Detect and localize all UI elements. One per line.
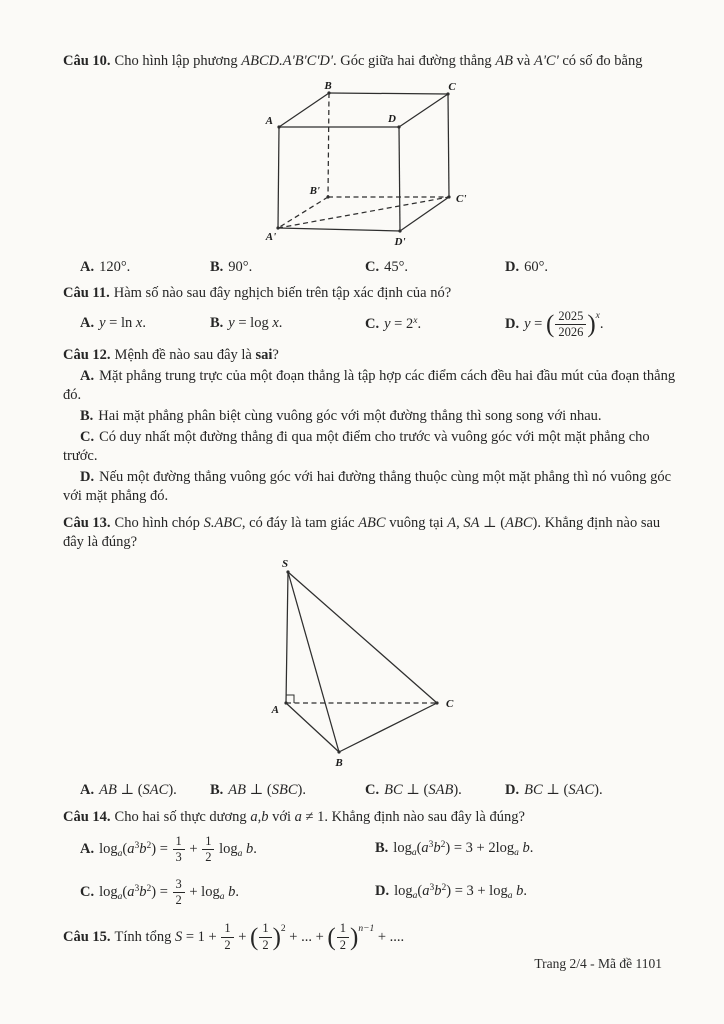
q10-option-b-value: 90°. — [228, 259, 253, 275]
question-14-options — [80, 835, 682, 908]
q13-option-b-value: AB ⊥ (SBC). — [228, 781, 306, 798]
question-14-text: Cho hai số thực dương a,b với a ≠ 1. Khẳng định nào sau đây là đúng? — [114, 808, 525, 825]
q14-option-c-value: $\log_a(a^3b^2)$ = $\frac{3}{2}$ + $\log_a b$. — [99, 876, 239, 908]
question-13 — [63, 514, 682, 552]
question-11-label: Câu 11. — [63, 285, 110, 301]
page-footer: Trang 2/4 - Mã đề 1101 — [534, 956, 662, 971]
q14-option-a — [80, 835, 375, 865]
q14-option-d — [375, 879, 682, 906]
q12-option-b-label: B. — [80, 407, 94, 424]
question-12-label: Câu 12. — [63, 346, 111, 363]
q10-option-c — [365, 258, 505, 277]
q12-option-d — [63, 468, 682, 506]
q10-option-d-label: D. — [505, 259, 520, 275]
q11-option-b — [210, 314, 365, 333]
q11-option-b-value: y = log x. — [228, 314, 283, 331]
q13-option-d — [505, 781, 682, 800]
question-10-text: Cho hình lập phương ABCD.A'B'C'D'. Góc giữa hai đường thẳng AB và A'C' có số đo bằng — [114, 53, 643, 69]
cube-vertex-label-c: C — [448, 81, 456, 93]
cube-vertex-label-d: D — [388, 113, 396, 125]
q10-option-b — [210, 258, 365, 277]
question-13-text: Cho hình chóp S.ABC, có đáy là tam giác ABC vuông tại A, SA ⊥ (ABC). Khẳng định nào sau đây là đúng? — [63, 514, 661, 550]
q14-option-b-label: B. — [375, 840, 389, 857]
question-12-text: Mệnh đề nào sau đây là sai? — [114, 346, 279, 363]
q11-option-c — [365, 312, 505, 334]
q13-option-a-value: AB ⊥ (SAC). — [99, 781, 177, 798]
q12-option-b-text: Hai mặt phẳng phân biệt cùng vuông góc với một đường thẳng thì song song với nhau. — [98, 407, 602, 424]
question-11 — [63, 284, 682, 303]
cube-vertex-label-a: A — [265, 115, 273, 127]
question-13-options — [80, 781, 682, 800]
pyramid-vertex-label-c: C — [446, 697, 454, 710]
pyramid-figure — [241, 557, 471, 772]
q11-option-d-value: y = ( $\frac{2025}{2026}$ )$^x$. — [524, 308, 604, 340]
cube-vertex-label-d-prime: D' — [394, 236, 406, 248]
pyramid-vertex-label-b: B — [335, 756, 343, 769]
q14-option-c-label: C. — [80, 884, 95, 900]
question-10-options — [80, 258, 682, 277]
question-12 — [63, 346, 682, 365]
q13-option-d-value: BC ⊥ (SAC). — [524, 781, 603, 798]
q12-option-b — [63, 407, 682, 426]
pyramid-vertex-label-s: S — [281, 557, 289, 570]
q12-option-a — [63, 367, 682, 405]
q12-option-c — [63, 428, 682, 466]
question-10-label: Câu 10. — [63, 53, 111, 69]
question-10 — [63, 52, 682, 71]
cube-vertex-label-c-prime: C' — [456, 193, 467, 205]
q13-option-b-label: B. — [210, 781, 224, 798]
cube-figure — [240, 80, 480, 250]
pyramid-vertex-label-a: A — [271, 703, 279, 716]
q14-option-d-value: $\log_a(a^3b^2) = 3 + \log_a b$. — [394, 883, 527, 902]
q12-option-a-text: Mặt phẳng trung trực của một đoạn thẳng là tập hợp các điểm cách đều hai đầu mút của đoạn thẳng đó. — [63, 367, 676, 403]
q10-option-a — [80, 258, 210, 277]
question-15 — [63, 920, 682, 953]
question-13-label: Câu 13. — [63, 514, 111, 531]
q12-option-c-label: C. — [80, 428, 95, 445]
q10-option-a-value: 120°. — [99, 259, 131, 275]
question-15-text: Tính tổng S = 1 + $\frac{1}{2}$ + ( $\frac{1}{2}$ )$^2$ + ... + ( $\frac{1}{2}$ )$^{n-1}$ + .... — [114, 921, 405, 952]
q14-option-c — [80, 878, 375, 908]
cube-vertex-label-b-prime: B' — [309, 185, 320, 197]
q13-option-a-label: A. — [80, 781, 95, 798]
q11-option-a-label: A. — [80, 314, 95, 331]
q10-option-c-label: C. — [365, 259, 380, 275]
q11-option-a — [80, 314, 210, 333]
q11-option-a-value: y = ln x. — [99, 314, 146, 331]
q14-option-d-label: D. — [375, 883, 390, 900]
q14-option-a-label: A. — [80, 841, 95, 857]
q10-option-a-label: A. — [80, 259, 95, 275]
q11-option-d-label: D. — [505, 316, 520, 332]
q11-option-b-label: B. — [210, 314, 224, 331]
question-11-text: Hàm số nào sau đây nghịch biến trên tập xác định của nó? — [113, 285, 452, 301]
q12-option-d-label: D. — [80, 468, 95, 485]
q11-option-c-label: C. — [365, 316, 380, 333]
q10-option-d-value: 60°. — [524, 259, 549, 275]
q10-option-c-value: 45°. — [384, 259, 409, 275]
q14-option-b — [375, 836, 682, 863]
cube-vertex-label-b: B — [324, 80, 332, 92]
q10-option-d — [505, 258, 682, 277]
q14-option-b-value: $\log_a(a^3b^2) = 3 + 2\log_a$ b. — [393, 840, 534, 859]
question-14 — [63, 808, 682, 827]
q13-option-a — [80, 781, 210, 800]
question-11-options — [80, 307, 682, 340]
q13-option-b — [210, 781, 365, 800]
q13-option-c-value: BC ⊥ (SAB). — [384, 781, 462, 798]
q14-option-a-value: $\log_a(a^3b^2)$ = $\frac{1}{3}$ + $\frac{1}{2}$ $\log_a b$. — [99, 833, 257, 865]
question-15-label: Câu 15. — [63, 928, 111, 945]
cube-vertex-label-a-prime: A' — [265, 231, 277, 243]
question-14-label: Câu 14. — [63, 808, 111, 825]
q12-option-c-text: Có duy nhất một đường thẳng đi qua một điểm cho trước và vuông góc với một mặt phẳng cho trước. — [63, 428, 650, 464]
q11-option-d — [505, 307, 682, 340]
q13-option-d-label: D. — [505, 781, 520, 798]
q11-option-c-value: $y = 2^x$. — [384, 316, 422, 333]
q12-option-d-text: Nếu một đường thẳng vuông góc với hai đường thẳng thuộc cùng một mặt phẳng thì nó vuông góc với mặt phẳng đó. — [63, 468, 672, 504]
q10-option-b-label: B. — [210, 259, 224, 275]
q12-option-a-label: A. — [80, 367, 95, 384]
q13-option-c — [365, 781, 505, 800]
q13-option-c-label: C. — [365, 781, 380, 798]
